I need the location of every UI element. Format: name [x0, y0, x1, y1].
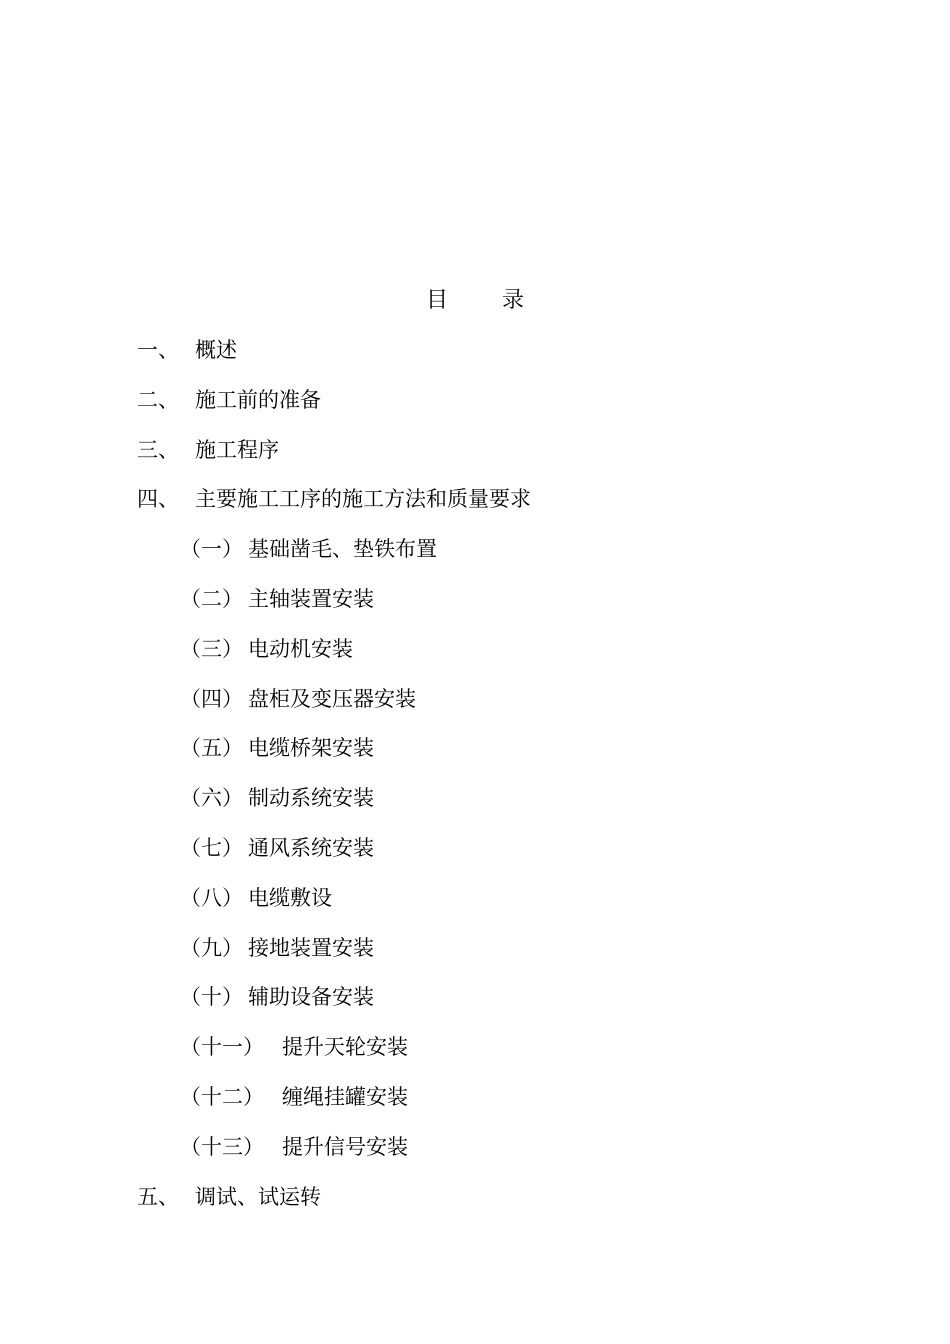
toc-subitem[interactable] [0, 533, 950, 583]
toc-item[interactable] [0, 434, 950, 484]
toc-subitem[interactable] [0, 832, 950, 882]
toc-title-char-2: 录 [502, 288, 525, 313]
toc-subitem-number: （十） [180, 985, 243, 1010]
toc-item-number: 一、 [137, 338, 179, 362]
toc-subitem[interactable] [0, 882, 950, 932]
toc-item-label: 主要施工工序的施工方法和质量要求 [195, 487, 531, 512]
toc-item-label: 施工前的准备 [195, 387, 321, 412]
toc-subitem-number: （十一） [180, 1035, 264, 1060]
toc-subitem[interactable] [0, 683, 950, 733]
toc-subitem[interactable] [0, 732, 950, 782]
toc-subitem-label: 电缆敷设 [248, 885, 332, 910]
toc-title [0, 286, 950, 316]
toc-subitem-number: （五） [180, 736, 243, 761]
toc-subitem[interactable] [0, 1031, 950, 1081]
toc-subitem-number: （八） [180, 885, 243, 910]
toc-list [0, 334, 950, 1230]
toc-subitem[interactable] [0, 583, 950, 633]
toc-item-number: 四、 [137, 487, 179, 512]
toc-subitem-label: 提升天轮安装 [282, 1035, 408, 1060]
toc-subitem-number: （六） [180, 786, 243, 811]
toc-subitem-label: 电动机安装 [248, 636, 353, 661]
toc-subitem-label: 辅助设备安装 [248, 985, 374, 1010]
toc-item-label: 施工程序 [195, 437, 279, 462]
toc-subitem-number: （七） [180, 835, 243, 860]
toc-subitem[interactable] [0, 633, 950, 683]
toc-subitem-number: （九） [180, 935, 243, 960]
toc-subitem-label: 提升信号安装 [282, 1134, 408, 1159]
toc-subitem-number: （二） [180, 586, 243, 611]
toc-subitem-number: （十二） [180, 1084, 264, 1109]
toc-subitem-label: 盘柜及变压器安装 [248, 686, 416, 711]
toc-subitem-label: 主轴装置安装 [248, 586, 374, 611]
toc-item[interactable] [0, 334, 950, 384]
toc-subitem[interactable] [0, 782, 950, 832]
toc-subitem[interactable] [0, 1081, 950, 1131]
toc-subitem-number: （十三） [180, 1134, 264, 1159]
toc-title-char-1: 目 [425, 288, 448, 313]
toc-item[interactable] [0, 1181, 950, 1231]
toc-item[interactable] [0, 384, 950, 434]
toc-subitem-label: 电缆桥架安装 [248, 736, 374, 761]
toc-subitem-label: 通风系统安装 [248, 835, 374, 860]
toc-subitem[interactable] [0, 932, 950, 982]
toc-item-number: 三、 [137, 437, 179, 462]
toc-subitem-label: 制动系统安装 [248, 786, 374, 811]
toc-item-number: 五、 [137, 1184, 179, 1209]
toc-item-label: 调试、试运转 [195, 1184, 321, 1209]
toc-subitem-label: 缠绳挂罐安装 [282, 1084, 408, 1109]
toc-subitem-label: 基础凿毛、垫铁布置 [248, 537, 437, 562]
toc-subitem-number: （一） [180, 537, 243, 562]
toc-subitem-number: （四） [180, 686, 243, 711]
toc-subitem[interactable] [0, 1131, 950, 1181]
toc-item-number: 二、 [137, 387, 179, 412]
toc-item[interactable] [0, 483, 950, 533]
toc-subitem[interactable] [0, 981, 950, 1031]
toc-subitem-label: 接地装置安装 [248, 935, 374, 960]
toc-item-label: 概述 [195, 338, 237, 362]
toc-subitem-number: （三） [180, 636, 243, 661]
